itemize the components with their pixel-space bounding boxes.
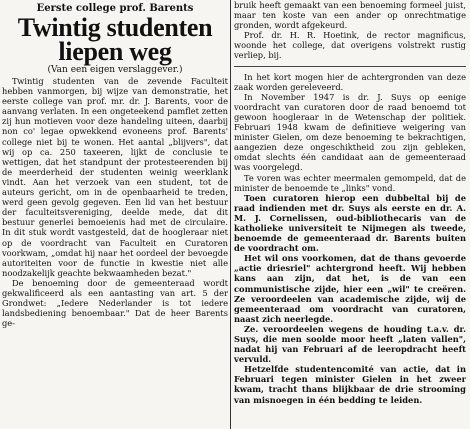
body-paragraph: In het kort mogen hier de achtergronden van deze zaak worden gereleveerd. [234,71,466,92]
body-paragraph: bruik heeft gemaakt van een benoeming formeel juist, maar ten koste van een ander op onrechtmatige gronden, wordt afgekeurd. [234,0,466,31]
body-paragraph: De benoeming door de gemeenteraad wordt gekwalificeerd als een aantasting van art. 5 der Grondwet: „Iedere Nederlander is tot iedere landsbediening benoembaar." Dat de heer Barents ge- [2,277,228,329]
body-paragraph: Prof. dr. H. R. Hoetink, de rector magnificus, woonde het college, dat overigens volstrekt rustig verliep, bij. [234,30,466,61]
article-kicker: Eerste college prof. Barents [36,3,194,14]
body-paragraph: Hetzelfde studentencomité van actie, dat in Februari tegen minister Gielen in het zweer kwam, tracht thans blijkbaar de drie strooming van misnoegen in één bedding te leiden. [234,364,466,405]
body-paragraph: Twintig studenten van de zevende Faculteit hebben vanmorgen, bij wijze van demonstratie, het eerste college van prof. mr. dr. J. Barents, voor de aanvang verlaten. In een ongeteekend pamflet zetten zij hun motieven voor deze handeling uiteen, daarbij non co' legae opwekkend evoneens prof. Barents' college niet bij te wonen. Het aantal „blijvers", dat wij op ca. 250 taxeeren, lijkt de conclusie te wettigen, dat het standpunt der protesteerenden bij de meerderheid der studenten weinig weerklank vindt. Aan het verzoek van een student, tot de auteurs gericht, om in de openbaarheid te treden, werd geen gevolg gegeven. Een lid van het bestuur der faculteitsvereniging, deelde mede, dat dit bestuur generlei bemoeienis had met de circulaire. In dit stuk wordt vastgesteld, dat de hoogleraar niet op de voordracht van Faculteit en Curatoren voorkwam, „omdat hij naar het oordeel der bevoegde autoriteiten voor de functie in kwestie niet alle noodzakelijk geachte bekwaamheden bezat." [2,76,228,278]
body-paragraph: In November 1947 is dr. J. Suys op eenige voordracht van curatoren door de raad benoemd tot gewoon hoogleraar in de Wetenschap der politiek. Februari 1948 kwam de definitieve weigering van minister Gielen, om deze benoeming te bekrachtigen, aangezien deze ongeschiktheid zou zijn gebleken, omdat slechts één candidaat aan de gemeenteraad was voorgelegd. [234,91,466,173]
body-paragraph: Ze. veroordeelen wegens de houding t.a.v. dr. Suys, die men soolde moor heeft „laten vallen", nadat hij van Februari af de leeropdracht heeft vervuld. [234,323,466,365]
body-paragraph: Toen curatoren hierop een dubbeltal bij de raad indienden met dr. Suys als eerste en dr. A. M. J. Cornelissen, oud-bibliothecaris van de katholieke universiteit te Nijmegen als tweede, benoemde de gemeenteraad dr. Barents buiten de voordracht om. [234,192,466,254]
left-column [2,0,228,328]
body-paragraph: Te voren was echter meermalen gemompeld, dat de minister de benoemde te „links" vond. [234,172,466,193]
article-byline: (Van een eigen verslaggever.) [47,65,183,75]
headline-line-1: Twintig studenten [17,13,213,42]
article-headline [2,13,228,66]
section-separator [234,66,466,67]
right-column [234,0,466,405]
column-divider [230,0,231,429]
body-paragraph: Het wil ons voorkomen, dat de thans gevoerde „actie driesriel" achtergrond heeft. Wij hebben kans aan zijn, dat het, is de van een communistische zijde, hier een „wil" te creëren. Ze veroordeelen van academische zijde, wij de gemeenteraad om voordracht van curatoren, naast zich neerlegde. [234,253,466,324]
headline-line-2: liepen weg [58,37,172,66]
